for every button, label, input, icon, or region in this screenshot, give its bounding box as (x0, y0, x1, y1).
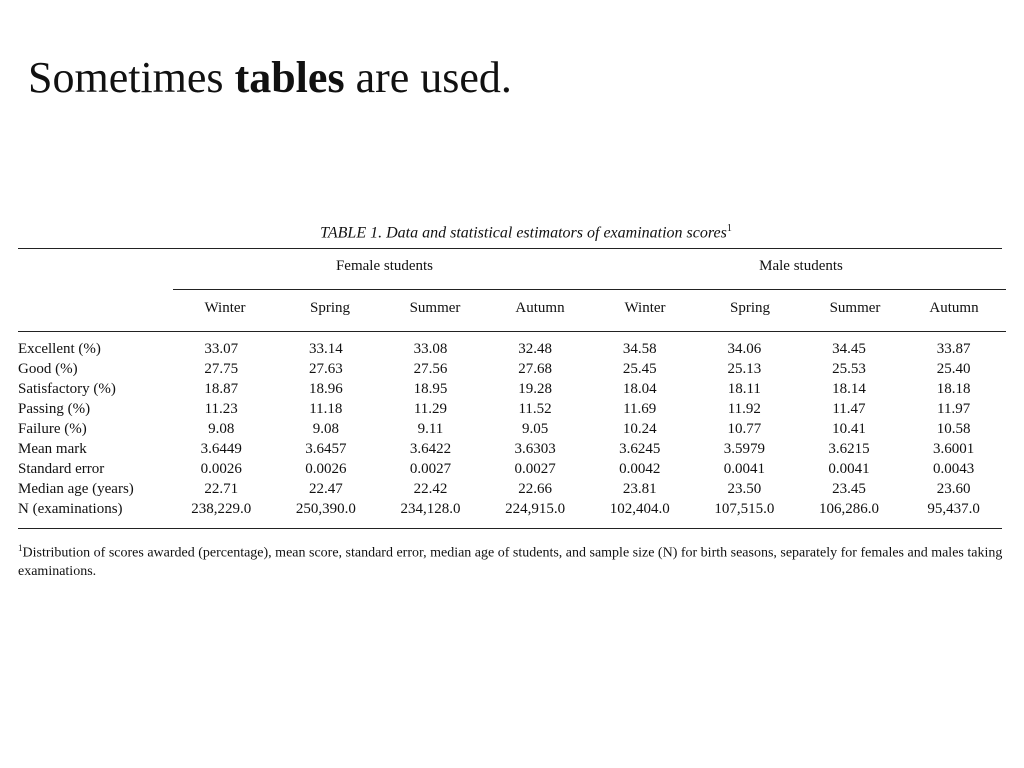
title-text-before: Sometimes (28, 53, 235, 102)
table-cell: 18.04 (622, 381, 657, 397)
table-cell: 9.11 (417, 421, 444, 437)
column-header: Summer (409, 300, 461, 316)
table-row (18, 419, 1006, 439)
table-cell: 33.07 (204, 341, 239, 357)
table-footnote (18, 539, 1006, 581)
table-cell: 18.14 (832, 381, 866, 397)
table-cell: 22.47 (308, 481, 343, 497)
table-cell: 18.96 (308, 381, 343, 397)
row-label: Mean mark (18, 441, 87, 457)
table-cell: 3.6457 (305, 441, 347, 457)
table-cell: 0.0042 (619, 461, 661, 477)
table-cell: 22.42 (413, 481, 448, 497)
table-cell: 10.58 (936, 421, 971, 437)
statistics-table (18, 212, 1006, 579)
table-row (18, 479, 1006, 499)
table-cell: 25.53 (832, 361, 866, 377)
table-cell: 32.48 (518, 341, 552, 357)
caption-footnote-mark: 1 (726, 223, 732, 234)
table-cell: 3.6001 (933, 441, 975, 457)
table-row (18, 439, 1006, 459)
table-row (18, 379, 1006, 399)
slide-title (28, 50, 512, 106)
table-cell: 23.60 (936, 481, 971, 497)
column-header: Spring (309, 300, 350, 316)
table-cell: 0.0043 (933, 461, 975, 477)
group-header-rule (173, 289, 1006, 290)
footnote-text: Distribution of scores awarded (percentage), mean score, standard error, median age of students, and sample size (N) for birth seasons, separately for females and males taking examinations. (18, 545, 1003, 579)
table-cell: 27.68 (518, 361, 552, 377)
table-cell: 102,404.0 (609, 501, 670, 517)
table-cell: 11.47 (832, 401, 866, 417)
table-cell: 11.69 (623, 401, 657, 417)
table-cell: 23.50 (727, 481, 762, 497)
table-cell: 27.56 (413, 361, 448, 377)
column-header: Spring (729, 300, 770, 316)
title-text-after: are used. (344, 53, 512, 102)
title-text-bold: tables (234, 53, 345, 102)
column-header-rule (18, 331, 1006, 332)
table-cell: 3.5979 (723, 441, 765, 457)
row-label: N (examinations) (18, 501, 123, 517)
table-cell: 22.71 (204, 481, 239, 497)
table-cell: 33.14 (308, 341, 343, 357)
table-cell: 0.0026 (305, 461, 347, 477)
table-cell: 0.0027 (409, 461, 452, 477)
table-cell: 18.11 (727, 381, 761, 397)
table-cell: 23.45 (832, 481, 866, 497)
table-cell: 27.63 (308, 361, 343, 377)
table-cell: 0.0041 (828, 461, 870, 477)
table-cell: 3.6449 (200, 441, 242, 457)
column-header: Winter (204, 300, 246, 316)
table-cell: 250,390.0 (295, 501, 356, 517)
table-cell: 238,229.0 (191, 501, 252, 517)
table-cell: 33.87 (936, 341, 971, 357)
table-cell: 10.24 (622, 421, 657, 437)
table-cell: 9.08 (208, 421, 235, 437)
table-cell: 25.45 (622, 361, 657, 377)
table-cell: 23.81 (622, 481, 657, 497)
table-cell: 19.28 (518, 381, 552, 397)
table-cell: 25.13 (727, 361, 762, 377)
table-cell: 34.58 (622, 341, 657, 357)
table-cell: 234,128.0 (400, 501, 461, 517)
row-label: Passing (%) (18, 401, 91, 417)
table-cell: 9.08 (312, 421, 339, 437)
group-header-female: Female students (335, 258, 434, 274)
column-header: Autumn (929, 300, 979, 316)
table-cell: 11.29 (413, 401, 448, 417)
table-cell: 9.05 (521, 421, 549, 437)
row-label: Satisfactory (%) (18, 381, 116, 397)
row-label: Failure (%) (18, 421, 87, 437)
group-header-male: Male students (759, 258, 843, 274)
table-caption-text: TABLE 1. Data and statistical estimators of examination scores (320, 224, 727, 242)
data-rows (18, 339, 1006, 519)
table-cell: 107,515.0 (714, 501, 775, 517)
table-row (18, 499, 1006, 519)
table-row (18, 359, 1006, 379)
table-row (18, 399, 1006, 419)
table-cell: 33.08 (413, 341, 448, 357)
row-label: Median age (years) (18, 481, 134, 497)
row-label: Excellent (%) (18, 341, 101, 357)
table-top-rule (18, 248, 1002, 249)
table-cell: 11.97 (937, 401, 971, 417)
column-header: Winter (624, 300, 666, 316)
table-cell: 10.77 (727, 421, 762, 437)
table-cell: 0.0027 (514, 461, 556, 477)
table-caption (18, 212, 1006, 240)
table-cell: 34.45 (832, 341, 866, 357)
table-cell: 0.0026 (200, 461, 242, 477)
table-cell: 0.0041 (723, 461, 765, 477)
table-cell: 106,286.0 (818, 501, 879, 517)
table-cell: 18.95 (413, 381, 448, 397)
table-cell: 3.6422 (409, 441, 452, 457)
table-cell: 11.18 (309, 401, 343, 417)
footnote-mark: 1 (18, 543, 23, 553)
table-cell: 10.41 (832, 421, 866, 437)
table-cell: 224,915.0 (505, 501, 566, 517)
table-bottom-rule (18, 528, 1002, 529)
row-label: Good (%) (18, 361, 78, 377)
column-header: Autumn (515, 300, 565, 316)
table-cell: 3.6245 (619, 441, 661, 457)
table-cell: 11.52 (518, 401, 552, 417)
table-cell: 27.75 (204, 361, 239, 377)
table-cell: 25.40 (936, 361, 971, 377)
table-cell: 11.23 (204, 401, 238, 417)
table-cell: 18.87 (204, 381, 239, 397)
table-cell: 34.06 (727, 341, 762, 357)
table-cell: 18.18 (936, 381, 971, 397)
table-cell: 11.92 (727, 401, 761, 417)
row-label: Standard error (18, 461, 105, 477)
table-cell: 22.66 (518, 481, 552, 497)
table-cell: 3.6215 (828, 441, 870, 457)
column-header: Summer (829, 300, 881, 316)
table-cell: 95,437.0 (927, 501, 980, 517)
table-cell: 3.6303 (514, 441, 556, 457)
table-row (18, 459, 1006, 479)
table-row (18, 339, 1006, 359)
